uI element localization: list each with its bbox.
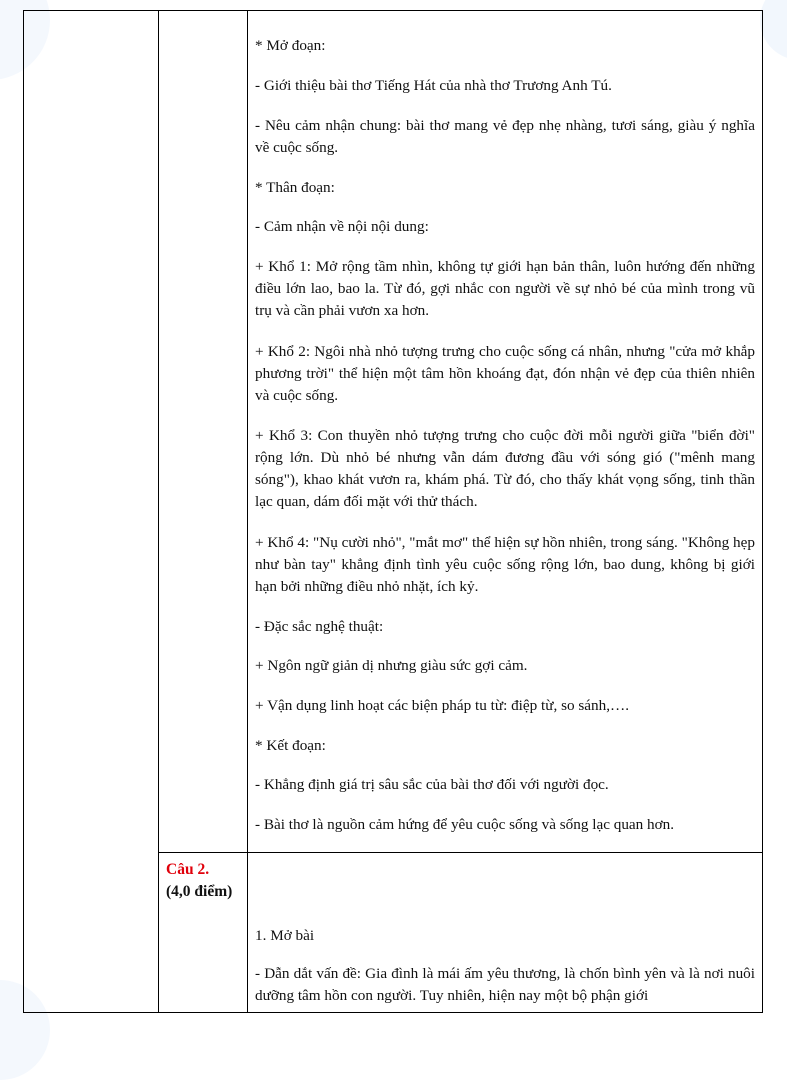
rubric-line: - Cảm nhận về nội nội dung: [255,218,429,235]
rubric-line: - Dẫn dắt vấn đề: Gia đình là mái ấm yêu thương, là chốn bình yên và là nơi nuôi dưỡng tâm hồn con người. Tuy nhiên, hiện nay một bộ phận giới [255,965,755,1004]
rubric-line: - Bài thơ là nguồn cảm hứng để yêu cuộc sống và sống lạc quan hơn. [255,816,675,833]
rubric-line: - Giới thiệu bài thơ Tiếng Hát của nhà thơ Trương Anh Tú. [255,77,612,94]
rubric-line: * Kết đoạn: [255,737,326,754]
rubric-line: + Khổ 4: "Nụ cười nhỏ", "mắt mơ" thể hiện sự hồn nhiên, trong sáng. "Không hẹp như bàn tay" khẳng định tình yêu cuộc sống rộng lớn, bao dung, không bị giới hạn bởi những điều nhỏ nhặt, ích kỷ. [255,534,755,595]
row-divider [158,852,762,853]
question-2-points: (4,0 điểm) [166,883,233,900]
rubric-line: - Nêu cảm nhận chung: bài thơ mang vẻ đẹp nhẹ nhàng, tươi sáng, giàu ý nghĩa về cuộc sống. [255,117,755,156]
column-divider [158,11,159,1012]
rubric-line: - Khẳng định giá trị sâu sắc của bài thơ đối với người đọc. [255,776,609,793]
rubric-line: - Đặc sắc nghệ thuật: [255,618,384,635]
column-divider [247,11,248,1012]
rubric-line: * Thân đoạn: [255,179,335,196]
question-2-title: Câu 2. [166,861,210,878]
rubric-line: + Vận dụng linh hoạt các biện pháp tu từ: điệp từ, so sánh,…. [255,697,629,714]
rubric-line: + Khổ 3: Con thuyền nhỏ tượng trưng cho cuộc đời mỗi người giữa "biển đời" rộng lớn. Dù nhỏ bé nhưng vẫn dám đương đầu với sóng gió ("mênh mang sóng"), khao khát vươn ra, khám phá. Từ đó, cho thấy khát vọng sống, tinh thần lạc quan, dám đối mặt với thử thách. [255,427,755,510]
watermark-decoration [760,0,787,60]
rubric-line: * Mở đoạn: [255,37,326,54]
rubric-line: + Khổ 2: Ngôi nhà nhỏ tượng trưng cho cuộc sống cá nhân, nhưng "cửa mở khắp phương trời" thể hiện một tâm hồn khoáng đạt, đón nhận vẻ đẹp của thiên nhiên và cuộc sống. [255,343,755,404]
rubric-line: 1. Mở bài [255,927,315,944]
rubric-line: + Ngôn ngữ giản dị nhưng giàu sức gợi cảm. [255,657,528,674]
rubric-line: + Khổ 1: Mở rộng tầm nhìn, không tự giới hạn bản thân, luôn hướng đến những điều lớn lao, bao la. Từ đó, gợi nhắc con người về sự nhỏ bé của mình trong vũ trụ và cần phải vươn xa hơn. [255,258,755,319]
